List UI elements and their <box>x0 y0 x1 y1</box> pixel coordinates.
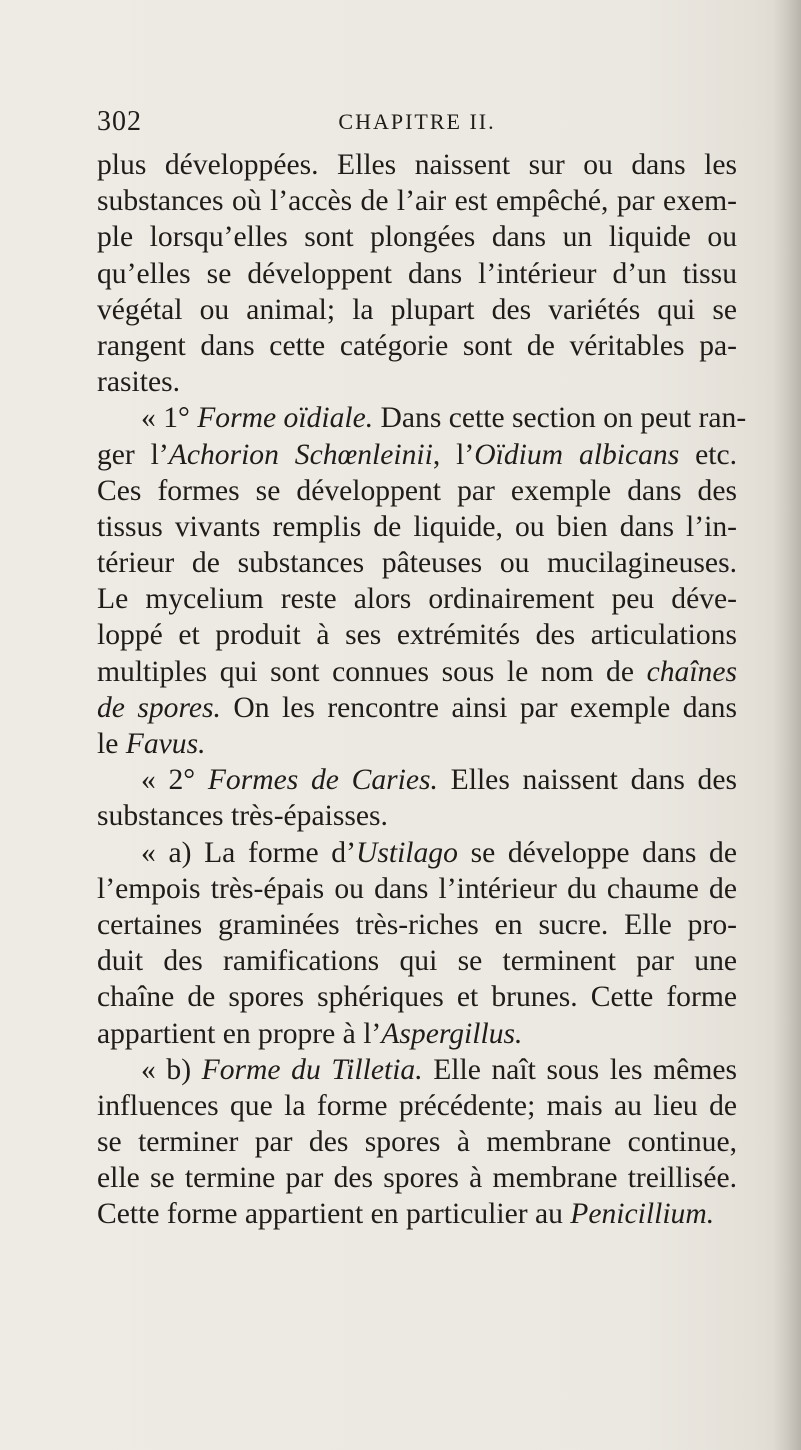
text-segment: appartient en propre à l’ <box>97 1017 382 1050</box>
italic-term: Favus. <box>125 728 206 760</box>
text-line <box>97 726 737 762</box>
text-line <box>97 1196 737 1232</box>
text-segment: multiples qui sont connues sous le nom de <box>97 655 647 688</box>
text-line <box>97 147 737 183</box>
text-line <box>97 364 737 400</box>
italic-term: Achorion Schœnleinii <box>168 438 433 471</box>
text-line <box>97 1088 737 1124</box>
text-line <box>97 292 737 328</box>
text-segment: végétal ou animal; la plupart des variétés qui se <box>97 293 737 326</box>
text-segment: le <box>97 728 126 760</box>
text-segment: etc. <box>679 438 738 471</box>
chapter-title: CHAPITRE II. <box>338 109 496 134</box>
italic-term: Aspergillus. <box>381 1017 523 1050</box>
text-segment: rangent dans cette catégorie sont de véritables pa- <box>97 329 737 362</box>
text-segment: Elles naissent dans des <box>437 764 737 797</box>
text-line <box>97 762 737 798</box>
text-line <box>97 654 737 690</box>
text-line <box>97 979 737 1015</box>
text-line <box>97 1124 737 1160</box>
text-segment: « 1° <box>141 402 198 435</box>
text-line <box>97 328 737 364</box>
italic-term: Oïdium albicans <box>474 438 680 471</box>
text-segment: l’empois très-épais ou dans l’intérieur du chaume de <box>97 872 737 905</box>
text-segment: plus développées. Elles naissent sur ou dans les <box>97 149 737 181</box>
text-segment: elle se termine par des spores à membrane treillisée. <box>97 1162 737 1195</box>
text-segment: se terminer par des spores à membrane continue, <box>97 1126 737 1159</box>
text-line <box>97 509 737 545</box>
italic-term: Forme oïdiale. <box>197 402 374 435</box>
text-segment: chaîne de spores sphériques et brunes. Cette forme <box>97 981 737 1014</box>
text-segment: ple lorsqu’elles sont plongées dans un liquide ou <box>97 221 737 254</box>
italic-term: Ustilago <box>355 836 458 869</box>
text-segment: « b) <box>141 1053 202 1086</box>
text-line <box>97 581 737 617</box>
text-segment: « 2° <box>141 764 208 797</box>
text-line <box>97 437 737 473</box>
text-line <box>97 473 737 509</box>
text-line <box>97 943 737 979</box>
running-head <box>97 106 737 146</box>
italic-term: chaînes <box>646 655 737 688</box>
text-line <box>97 256 737 292</box>
text-segment: Cette forme appartient en particulier au <box>97 1198 571 1231</box>
text-segment: Dans cette section on peut ran- <box>373 402 747 435</box>
text-line <box>97 1016 737 1052</box>
text-line <box>97 907 737 943</box>
text-line <box>97 400 747 436</box>
text-line <box>97 1052 737 1088</box>
text-line <box>97 183 737 219</box>
text-segment: certaines graminées très-riches en sucre. Elle pro- <box>97 908 737 941</box>
text-line <box>97 871 737 907</box>
text-segment: tissus vivants remplis de liquide, ou bien dans l’in- <box>97 510 737 543</box>
page-edge-shadow <box>773 0 801 1450</box>
text-segment: Elle naît sous les mêmes <box>422 1053 737 1086</box>
text-segment: ger l’ <box>97 438 169 471</box>
text-segment: Le mycelium reste alors ordinairement peu déve- <box>97 583 737 616</box>
text-segment: loppé et produit à ses extrémités des articulations <box>97 619 737 652</box>
text-segment: qu’elles se développent dans l’intérieur d’un tissu <box>97 257 737 290</box>
text-segment: térieur de substances pâteuses ou mucilagineuses. <box>97 547 737 580</box>
text-segment: substances très-épaisses. <box>97 800 388 833</box>
body-text <box>97 147 747 1233</box>
italic-term: Formes de Caries. <box>207 764 438 797</box>
italic-term: de spores. <box>97 691 221 724</box>
text-line <box>97 545 737 581</box>
text-segment: « a) La forme d’ <box>141 836 356 869</box>
text-segment: Ces formes se développent par exemple dans des <box>97 474 737 507</box>
text-line <box>97 798 737 834</box>
text-line <box>97 1160 737 1196</box>
text-segment: rasites. <box>97 366 181 399</box>
text-line <box>97 835 737 871</box>
text-segment: influences que la forme précédente; mais au lieu de <box>97 1089 737 1122</box>
text-line <box>97 690 737 726</box>
text-segment: se développe dans de <box>457 836 737 869</box>
text-segment: , l’ <box>432 438 475 471</box>
page-number: 302 <box>97 106 142 137</box>
text-segment: On les rencontre ainsi par exemple dans <box>220 691 737 724</box>
italic-term: Forme du Tilletia. <box>201 1053 423 1086</box>
text-line <box>97 219 737 255</box>
text-segment: substances où l’accès de l’air est empêché, par exem- <box>97 185 737 218</box>
text-line <box>97 617 737 653</box>
italic-term: Penicillium. <box>570 1198 715 1231</box>
text-segment: duit des ramifications qui se terminent par une <box>97 945 737 978</box>
